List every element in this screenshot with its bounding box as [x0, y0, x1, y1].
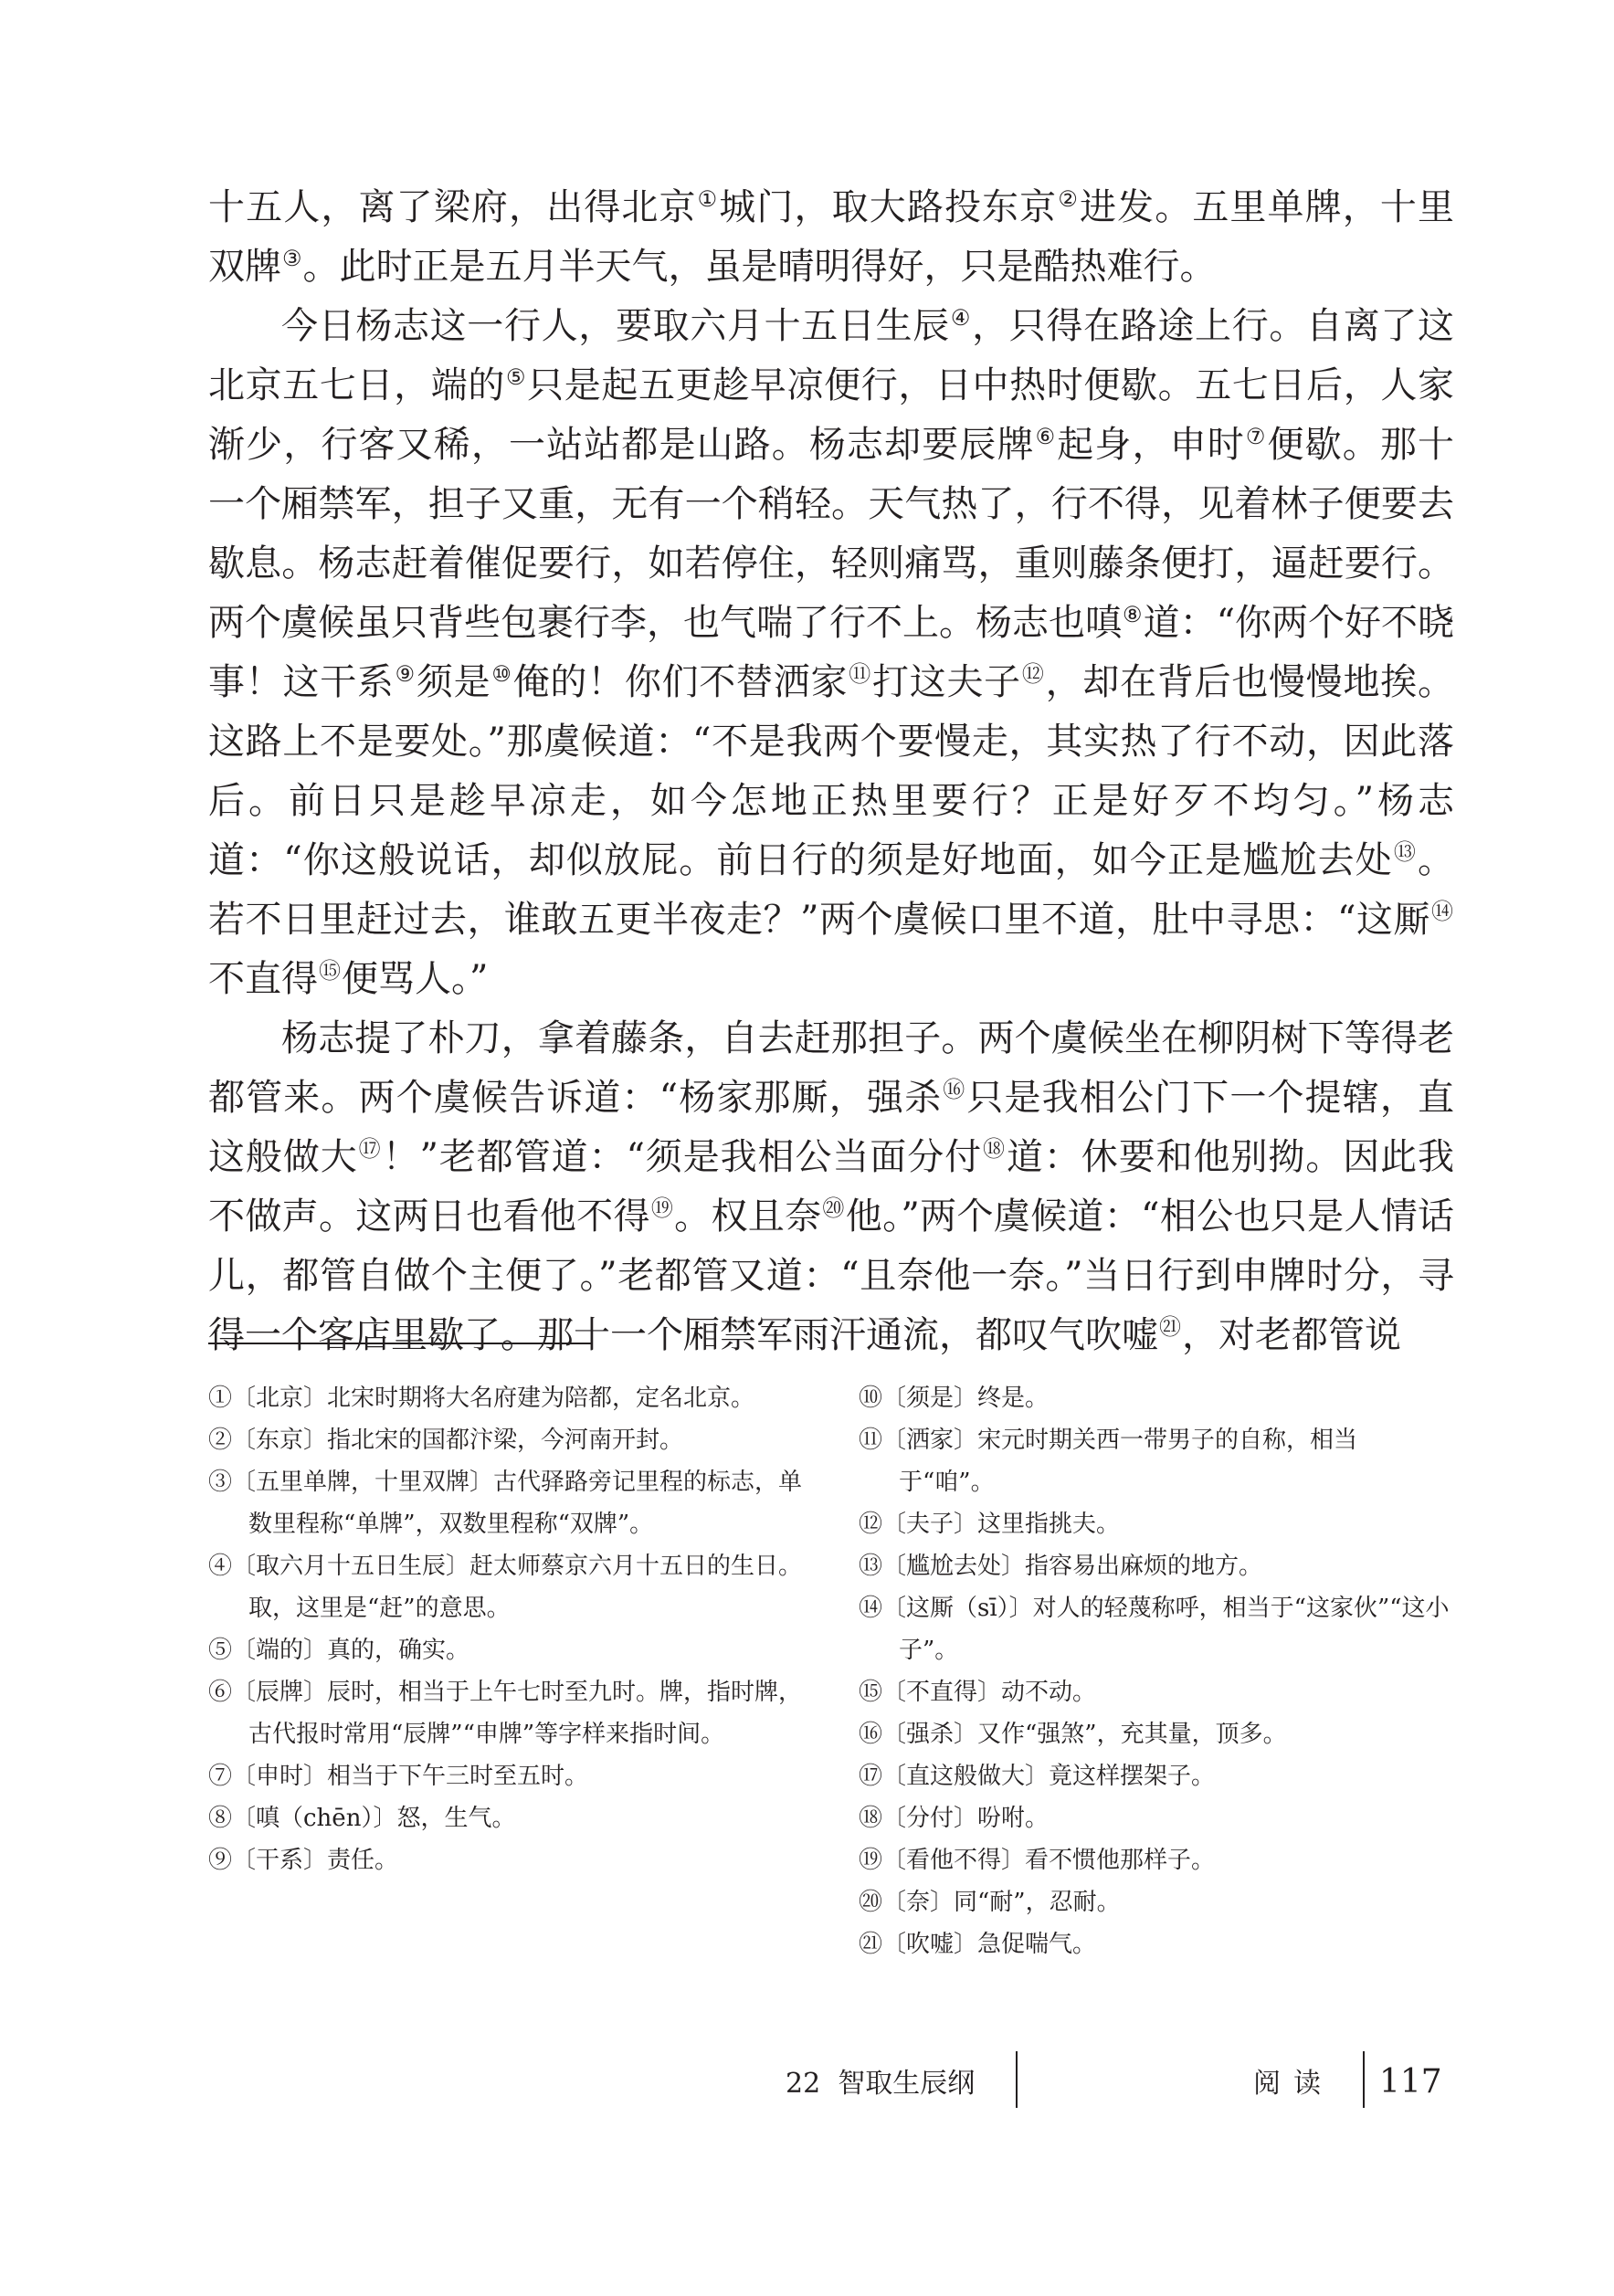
footnote-item: ⑭〔这厮（sī）〕对人的轻蔑称呼，相当于“这家伙”“这小子”。: [859, 1595, 1450, 1664]
footnote-item: ⑲〔看他不得〕看不惯他那样子。: [859, 1847, 1216, 1874]
main-text: [208, 178, 1454, 1365]
body-text: 道：“你两个好不晓事！这干系: [208, 602, 1455, 703]
footnote-marker: ⑬: [1393, 839, 1417, 865]
footnote-marker: ㉑: [1159, 1314, 1181, 1340]
footnote-marker: ⑦: [1245, 424, 1267, 449]
body-text: ，只得在路途上行。自离了这北京五七日，端的: [208, 305, 1455, 406]
footnote-marker: ⑨: [395, 661, 416, 687]
footnote-item: ①〔北京〕北宋时期将大名府建为陪都，定名北京。: [208, 1385, 755, 1412]
footnote-marker: ⑭: [1431, 899, 1453, 924]
footnote-item: ⑪〔洒家〕宋元时期关西一带男子的自称，相当于“咱”。: [859, 1427, 1358, 1496]
body-paragraph: [208, 178, 1454, 297]
body-text: 须是: [416, 661, 491, 703]
footnote-item: ⑰〔直这般做大〕竟这样摆架子。: [859, 1763, 1216, 1790]
footnote-item: ④〔取六月十五日生辰〕赶太师蔡京六月十五日的生日。取，这里是“赶”的意思。: [208, 1553, 803, 1622]
body-text: ，却在背后也慢慢地挨。这路上不是要处。”那虞候道：“不是我两个要慢走，其实热了行不动，因此落后。前日只是趁早凉走，如今怎地正热里要行？正是好歹不均匀。”杨志道：“你这般说话，却似放屁。前日行的须是好地面，如今正是尴尬去处: [208, 661, 1454, 881]
footnote-item: ⑨〔干系〕责任。: [208, 1847, 399, 1874]
footnote-marker: ⑮: [319, 958, 341, 984]
footnote-marker: ⑩: [491, 661, 512, 687]
body-text: 。此时正是五月半天气，虽是晴明得好，只是酷热难行。: [302, 246, 1217, 288]
body-paragraph: [208, 297, 1454, 1009]
footer-section-label: 阅读: [1253, 2068, 1334, 2100]
footnote-item: ⑧〔嗔（chēn）〕怒，生气。: [208, 1805, 516, 1832]
footnote-item: ⑤〔端的〕真的，确实。: [208, 1637, 470, 1664]
body-text: 便歇。那十一个厢禁军，担子又重，无有一个稍轻。天气热了，行不得，见着林子便要去歇息。杨志赶着催促要行，如若停住，轻则痛骂，重则藤条便打，逼赶要行。两个虞候虽只背些包裹行李，也气喘了行不上。杨志也嗔: [208, 424, 1455, 644]
footnote-marker: ⑤: [505, 364, 527, 390]
footnote-item: ⑬〔尴尬去处〕指容易出麻烦的地方。: [859, 1553, 1263, 1580]
footnote-marker: ③: [282, 246, 302, 271]
footnote-marker: ①: [697, 186, 719, 212]
body-text: 城门，取大路投东京: [719, 186, 1058, 228]
body-paragraph: [208, 1009, 1454, 1365]
body-text: 打这夫子: [871, 661, 1021, 703]
body-text: 道：休要和他别拗。因此我不做声。这两日也看他不得: [208, 1136, 1455, 1238]
body-text: 俺的！你们不替洒家: [512, 661, 849, 703]
footer-chapter-title: 22 智取生辰纲: [786, 2068, 976, 2100]
footnote-marker: ⑰: [358, 1136, 382, 1162]
footnotes-left-column: [208, 1377, 811, 1881]
body-text: 今日杨志这一行人，要取六月十五日生辰: [281, 305, 950, 347]
footer-separator: [1016, 2051, 1018, 2108]
footnote-marker: ⑪: [849, 661, 871, 687]
body-text: 杨志提了朴刀，拿着藤条，自去赶那担子。两个虞候坐在柳阴树下等得老都管来。两个虞候告诉道：“杨家那厮，强杀: [208, 1017, 1454, 1119]
body-text: 只是我相公门下一个提辖，直这般做大: [208, 1077, 1455, 1178]
body-text: 十五人，离了梁府，出得北京: [208, 186, 697, 228]
footnote-item: ⑦〔申时〕相当于下午三时至五时。: [208, 1763, 589, 1790]
page-number: 117: [1379, 2063, 1442, 2101]
footer-separator: [1363, 2051, 1365, 2108]
footnote-item: ⑳〔奈〕同“耐”，忍耐。: [859, 1889, 1121, 1916]
footnote-divider: [208, 1343, 592, 1344]
body-text: ，对老都管说: [1182, 1314, 1401, 1356]
body-text: ！”老都管道：“须是我相公当面分付: [382, 1136, 983, 1178]
footnote-item: ⑫〔夫子〕这里指挑夫。: [859, 1511, 1121, 1538]
footnote-item: ⑩〔须是〕终是。: [859, 1385, 1050, 1412]
body-text: 起身，申时: [1057, 424, 1245, 466]
footnote-marker: ②: [1058, 186, 1079, 212]
footnote-marker: ⑳: [822, 1195, 845, 1221]
footnote-item: ②〔东京〕指北宋的国都汴梁，今河南开封。: [208, 1427, 684, 1454]
body-text: 便骂人。”: [342, 958, 489, 1000]
body-text: 他。”两个虞候道：“相公也只是人情话儿，都管自做个主便了。”老都管又道：“且奈他一奈。”当日行到申牌时分，寻得一个客店里歇了。那十一个厢禁军雨汗通流，都叹气吹嘘: [208, 1195, 1455, 1356]
footnote-marker: ⑧: [1123, 602, 1143, 627]
footnote-item: ⑱〔分付〕吩咐。: [859, 1805, 1050, 1832]
footnote-item: ⑥〔辰牌〕辰时，相当于上午七时至九时。牌，指时牌，古代报时常用“辰牌”“申牌”等字样来指时间。: [208, 1679, 803, 1748]
footnote-marker: ⑱: [983, 1136, 1006, 1162]
footnote-item: ⑮〔不直得〕动不动。: [859, 1679, 1097, 1706]
footnote-marker: ⑲: [650, 1195, 674, 1221]
footnote-marker: ⑥: [1035, 424, 1057, 449]
body-text: 进发。五里单牌，十里双牌: [208, 186, 1455, 288]
body-text: 只是起五更趁早凉便行，日中热时便歇。五七日后，人家渐少，行客又稀，一站站都是山路。杨志却要辰牌: [208, 364, 1455, 466]
footnotes-right-column: [859, 1377, 1452, 1965]
footnote-marker: ④: [950, 305, 972, 331]
footnote-marker: ⑯: [943, 1077, 966, 1102]
body-text: 。若不日里赶过去，谁敢五更半夜走？”两个虞候口里不道，肚中寻思：“这厮: [208, 839, 1454, 941]
footnote-item: ㉑〔吹嘘〕急促喘气。: [859, 1931, 1097, 1958]
footnote-marker: ⑫: [1021, 661, 1045, 687]
footnote-item: ③〔五里单牌，十里双牌〕古代驿路旁记里程的标志，单数里程称“单牌”，双数里程称“双牌”。: [208, 1469, 803, 1538]
body-text: 。权且奈: [674, 1195, 822, 1238]
footnote-item: ⑯〔强杀〕又作“强煞”，充其量，顶多。: [859, 1721, 1287, 1748]
body-text: 不直得: [208, 958, 318, 1000]
